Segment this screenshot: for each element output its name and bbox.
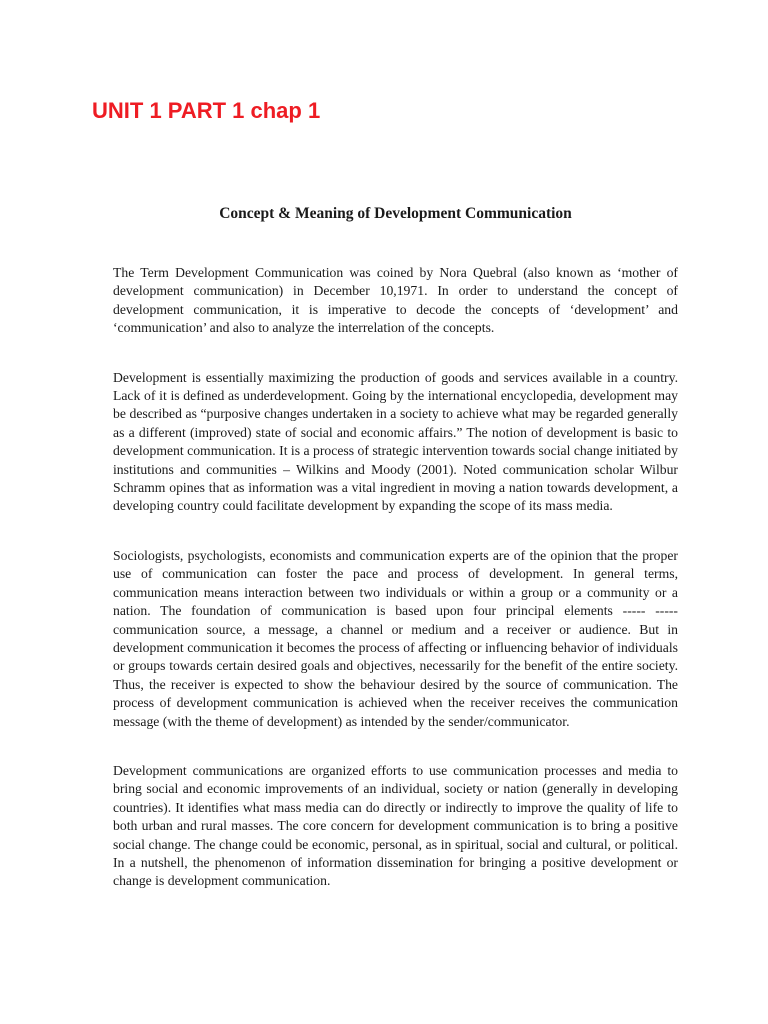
document-title: Concept & Meaning of Development Communication (219, 205, 572, 222)
paragraph-2: Development is essentially maximizing the production of goods and services available in a country. Lack of it is defined as underdevelopment. Going by the international encyclopedia, development may be described as “purposive changes undertaken in a society to achieve what may be regarded generally as a different (improved) state of social and economic affairs.” The notion of development is basic to development communication. It is a process of strategic intervention towards social change initiated by institutions and communities – Wilkins and Moody (2001). Noted communication scholar Wilbur Schramm opines that as information was a vital ingredient in moving a nation towards development, a developing country could facilitate development by expanding the scope of its mass media. (113, 369, 678, 514)
paragraph-1: The Term Development Communication was coined by Nora Quebral (also known as ‘mother of development communication) in December 10,1971. In order to understand the concept of development communication, it is imperative to decode the concepts of ‘development’ and ‘communication’ and also to analyze the interrelation of the concepts. (113, 265, 678, 336)
paragraph-4: Development communications are organized efforts to use communication processes and media to bring social and economic improvements of an individual, society or nation (generally in developing countries). It identifies what mass media can do directly or indirectly to improve the quality of life to both urban and rural masses. The core concern for development communication is to bring a positive social change. The change could be economic, personal, as in spiritual, social and cultural, or political. In a nutshell, the phenomenon of information dissemination for bringing a positive development or change is development communication. (113, 762, 678, 889)
unit-heading: UNIT 1 PART 1 chap 1 (92, 98, 321, 123)
document-body (113, 264, 678, 891)
paragraph-3: Sociologists, psychologists, economists and communication experts are of the opinion that the proper use of communication can foster the pace and process of development. In general terms, communication means interaction between two individuals or within a group or a community or a nation. The foundation of communication is based upon four principal elements ----- ----- communication source, a message, a channel or medium and a receiver or audience. But in development communication it becomes the process of affecting or influencing behavior of individuals or groups towards certain desired goals and objectives, necessarily for the benefit of the entire society. Thus, the receiver is expected to show the behaviour desired by the source of communication. The process of development communication is achieved when the receiver receives the communication message (with the theme of development) as intended by the sender/communicator. (113, 547, 678, 729)
